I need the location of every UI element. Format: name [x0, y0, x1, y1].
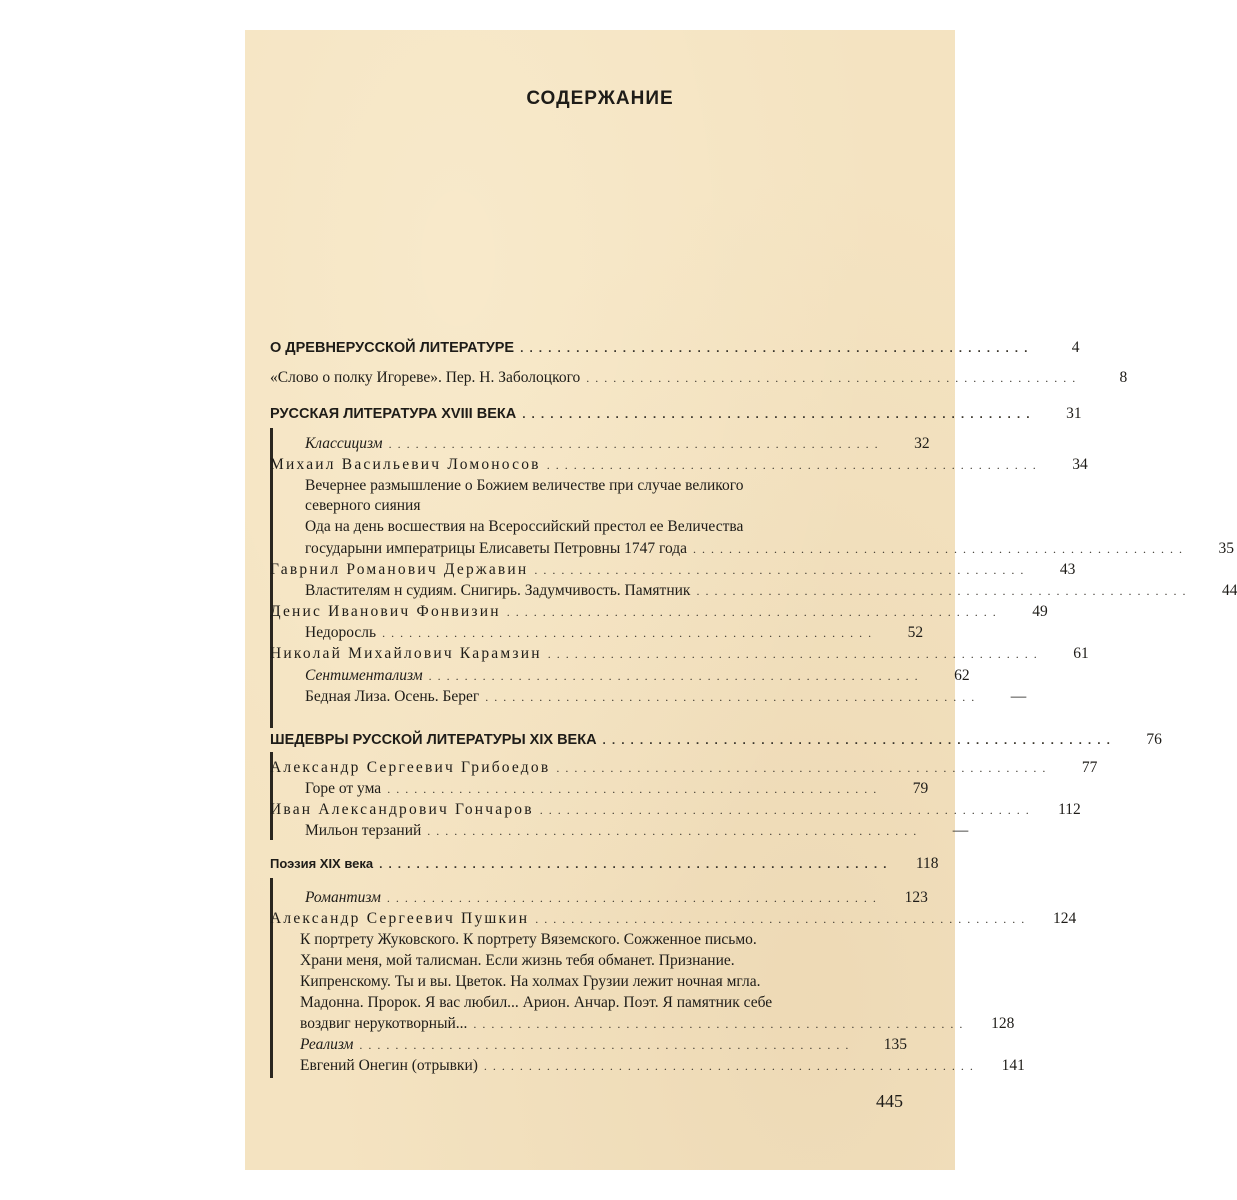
toc-entry: Горе от ума ....................................................... 79: [305, 780, 929, 797]
table-of-contents: [245, 30, 1237, 1170]
toc-work-line: К портрету Жуковского. К портрету Вяземского. Сожженное письмо.: [300, 931, 757, 948]
toc-author: Александр Сергеевич Пушкин ....................................................... 124: [270, 910, 1077, 927]
toc-work-line: Ода на день восшествия на Всероссийский престол ее Величества: [305, 518, 744, 535]
toc-section: РУССКАЯ ЛИТЕРАТУРА XVIII ВЕКА ....................................................... 31: [270, 405, 1082, 422]
toc-entry: Бедная Лиза. Осень. Берег ....................................................... —: [305, 688, 1027, 705]
toc-entry: Евгений Онегин (отрывки) ....................................................... 141: [300, 1057, 1025, 1074]
toc-work-line: северного сияния: [305, 497, 421, 514]
toc-movement: Сентиментализм ....................................................... 62: [305, 667, 970, 684]
toc-subsection: Поэзия XIX века ....................................................... 118: [270, 855, 939, 872]
toc-movement: Классицизм ....................................................... 32: [305, 435, 930, 452]
toc-entry: государыни императрицы Елисаветы Петровны 1747 года ....................................................... 35: [305, 540, 1235, 557]
toc-author: Михаил Васильевич Ломоносов ....................................................... 34: [270, 456, 1088, 473]
toc-author: Гаврнил Романович Державин ....................................................... 43: [270, 561, 1076, 578]
toc-work-line: Мадонна. Пророк. Я вас любил... Арион. Анчар. Поэт. Я памятник себе: [300, 994, 773, 1011]
toc-author: Александр Сергеевич Грибоедов ....................................................... 77: [270, 759, 1098, 776]
toc-section: ШЕДЕВРЫ РУССКОЙ ЛИТЕРАТУРЫ XIX ВЕКА ....................................................... 76: [270, 731, 1162, 748]
toc-entry: воздвиг нерукотворный... ....................................................... 128: [300, 1015, 1015, 1032]
toc-entry: «Слово о полку Игореве». Пер. Н. Заболоцкого ....................................................... 8: [270, 369, 1128, 386]
toc-work-line: Храни меня, мой талисман. Если жизнь тебя обманет. Признание.: [300, 952, 735, 969]
contents-heading: СОДЕРЖАНИЕ: [526, 88, 674, 109]
toc-entry: Недоросль ....................................................... 52: [305, 624, 924, 641]
page-number: 445: [876, 1091, 903, 1111]
toc-section: О ДРЕВНЕРУССКОЙ ЛИТЕРАТУРЕ ....................................................... 4: [270, 339, 1080, 356]
toc-work-line: Вечернее размышление о Божием величестве при случае великого: [305, 477, 744, 494]
toc-work-line: Кипренскому. Ты и вы. Цветок. На холмах Грузии лежит ночная мгла.: [300, 973, 761, 990]
toc-author: Николай Михайлович Карамзин ....................................................... 61: [270, 645, 1089, 662]
toc-movement: Реализм ....................................................... 135: [300, 1036, 907, 1053]
toc-movement: Романтизм ....................................................... 123: [305, 889, 928, 906]
toc-entry: Властителям н судиям. Снигирь. Задумчивость. Памятник ....................................................... 44: [305, 582, 1237, 599]
toc-author: Иван Александрович Гончаров ....................................................... 112: [270, 801, 1081, 818]
toc-author: Денис Иванович Фонвизин ....................................................... 49: [270, 603, 1048, 620]
toc-entry: Мильон терзаний ....................................................... —: [305, 822, 969, 839]
book-page: [245, 30, 1237, 1170]
